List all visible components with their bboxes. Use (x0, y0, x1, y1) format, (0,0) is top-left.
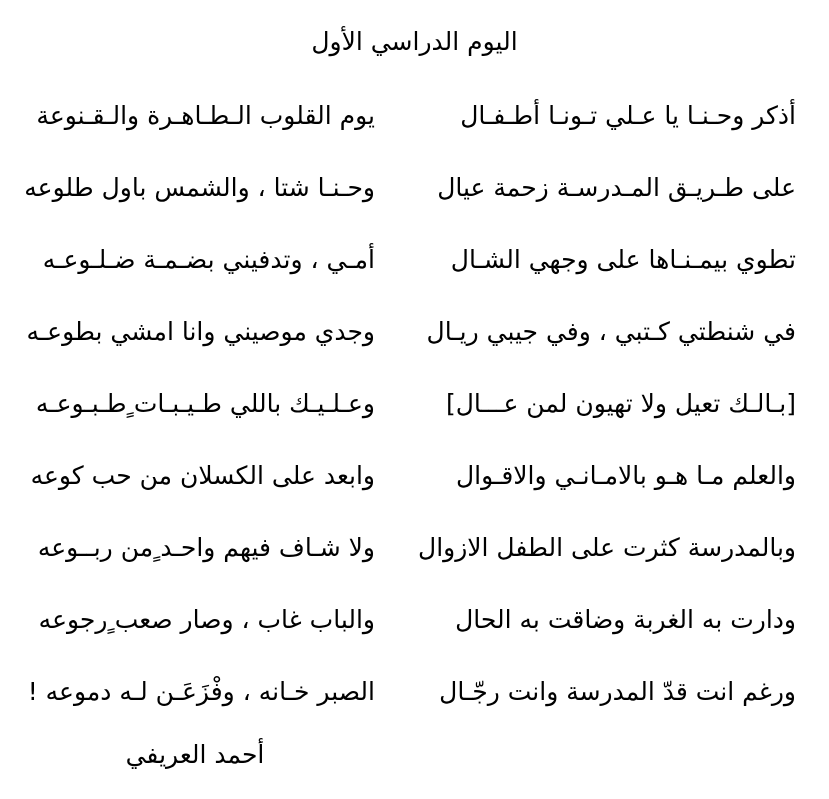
verse-2 (18, 160, 808, 232)
verse-9-first-hemistich: ورغم انت قدّ المدرسة وانت رجّـال (439, 677, 796, 706)
poem-title: اليوم الدراسي الأول (311, 27, 518, 56)
verse-7-first-hemistich: وبالمدرسة كثرت على الطفل الازوال (418, 533, 796, 562)
verse-5-first-hemistich: [بـالـك تعيل ولا تهيون لمن عـــال] (445, 389, 796, 418)
poem-body (18, 88, 808, 736)
verse-8-second-hemistich: والباب غاب ، وصار صعب ٍرجوعه (38, 605, 375, 634)
verse-6-first-hemistich: والعلم مـا هـو بالامـانـي والاقـوال (455, 461, 796, 490)
verse-7-second-hemistich: ولا شـاف فيهم واحـد ٍمن ربــوعه (37, 533, 375, 562)
verse-9 (18, 664, 808, 736)
verse-1-first-hemistich: أذكر وحـنـا يا عـلي تـونـا أطـفـال (460, 101, 796, 130)
verse-4-first-hemistich: في شنطتي كـتبي ، وفي جيبي ريـال (426, 317, 796, 346)
verse-3 (18, 232, 808, 304)
verse-2-second-hemistich: وحـنـا شتا ، والشمس باول طلوعه (24, 173, 375, 202)
verse-2-first-hemistich: على طـريـق المـدرسـة زحمة عيال (437, 173, 796, 202)
verse-6 (18, 448, 808, 520)
verse-8-first-hemistich: ودارت به الغربة وضاقت به الحال (455, 605, 796, 634)
verse-5-second-hemistich: وعـلـيـك باللي طـيـبـات ٍطـبـوعـه (35, 389, 375, 418)
verse-4-second-hemistich: وجدي موصيني وانا امشي بطوعـه (26, 317, 375, 346)
verse-8 (18, 592, 808, 664)
verse-3-first-hemistich: تطوي بيمـنـاها على وجهي الشـال (450, 245, 796, 274)
poem-author: أحمد العريفي (125, 740, 265, 769)
verse-9-second-hemistich: الصبر خـانه ، وفْزَعَـن لـه دموعه ! (27, 677, 375, 706)
verse-7 (18, 520, 808, 592)
verse-4 (18, 304, 808, 376)
verse-1 (18, 88, 808, 160)
verse-3-second-hemistich: أمـي ، وتدفيني بضـمـة ضـلـوعـه (42, 245, 375, 274)
verse-6-second-hemistich: وابعد على الكسلان من حب كوعه (30, 461, 375, 490)
verse-5 (18, 376, 808, 448)
verse-1-second-hemistich: يوم القلوب الـطـاهـرة والـقـنوعة (36, 101, 375, 130)
